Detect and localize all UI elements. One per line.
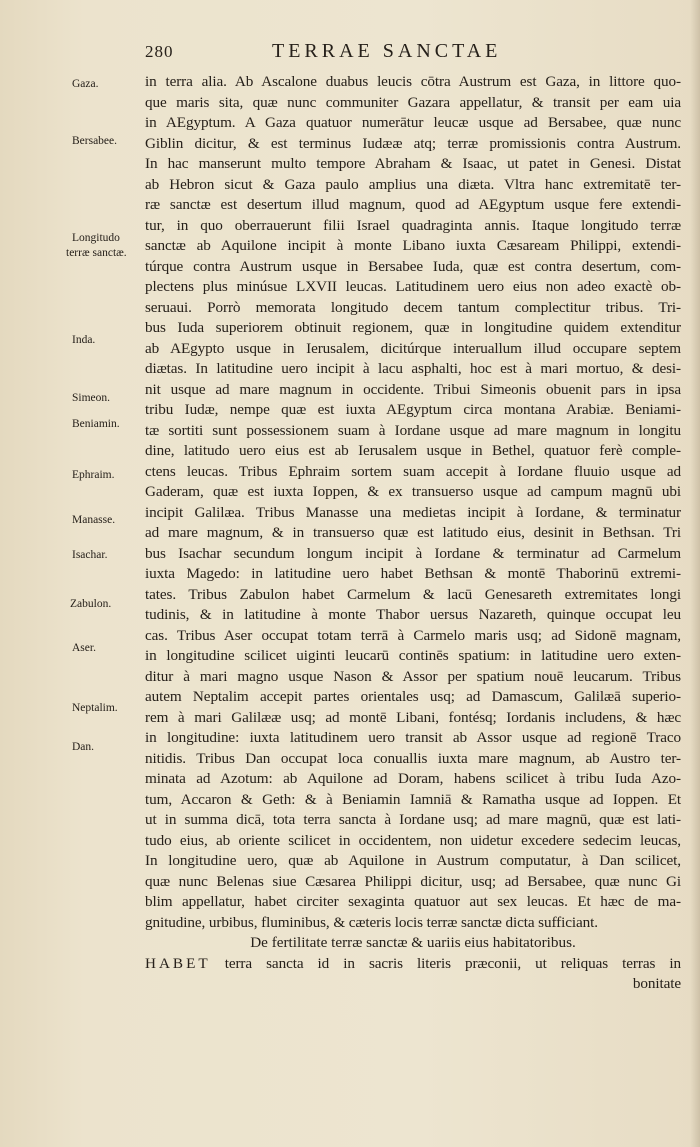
page-header bbox=[0, 40, 700, 66]
body-line: In hac manserunt multo tempore Abraham & Isaac, ut patet in Genesi. Distat bbox=[145, 155, 681, 172]
margin-note: Neptalim. bbox=[72, 702, 118, 714]
body-line: tæ sortiti sunt possessionem suam à Iordane usque ad mare magnum in longitu bbox=[145, 421, 681, 439]
margin-note: Manasse. bbox=[72, 514, 116, 526]
margin-note: Aser. bbox=[72, 642, 96, 654]
page-number: 280 bbox=[145, 42, 174, 61]
body-line: In longitudine uero, quæ ab Aquilone in Austrum computatur, à Dan scilicet, bbox=[145, 852, 681, 869]
body-line: plectens plus minúsue LXVII leucas. Latitudinem uero eius non adeo exactè ob- bbox=[145, 278, 681, 295]
body-line: nitidis. Tribus Dan occupat loca conuallis iuxta mare magnum, ab Austro ter- bbox=[145, 749, 681, 767]
margin-note: Beniamin. bbox=[72, 418, 120, 430]
running-title: TERRAE SANCTAE bbox=[272, 40, 502, 62]
body-line: diætas. In latitudine uero incipit à lacu asphalti, hoc est à mari mortuo, & desi- bbox=[145, 360, 681, 377]
body-line: ab AEgypto usque in Ierusalem, dicitúrque interuallum illud occupare septem bbox=[145, 339, 681, 357]
body-line: tudinis, & in latitudine à monte Thabor uersus Nazareth, quinque occupat leu bbox=[145, 606, 681, 623]
body-line: in AEgyptum. A Gaza quatuor numerātur leucæ usque ad Bersabee, quæ nunc bbox=[145, 114, 681, 131]
body-line: ab Hebron sicut & Gaza paulo amplius una diæta. Vltra hanc extremitatē ter- bbox=[145, 175, 681, 193]
body-line: ctens leucas. Tribus Ephraim sortem suam accepit à Iordane fluuio usque ad bbox=[145, 462, 681, 480]
body-line: cas. Tribus Aser occupat totam terrā à Carmelo maris usq; ad Sidonē magnam, bbox=[145, 626, 681, 644]
body-line: ræ sanctæ est desertum illud magnum, quod ad AEgyptum usque fere extendi- bbox=[145, 196, 681, 213]
body-line: tribu Iudæ, nempe quæ est iuxta AEgyptum circa montana Arabiæ. Beniami- bbox=[145, 401, 681, 418]
body-line: autem Neptalim accepit partes orientales usq; ad Damascum, Galilæā superio- bbox=[145, 688, 681, 705]
habet-line bbox=[145, 954, 681, 975]
body-line: ditur à mari magno usque Nason & Assor per spatium nouē leucarum. Tribus bbox=[145, 667, 681, 685]
body-line: minata ad Azotum: ab Aquilone ad Doram, habens scilicet à tribu Iuda Azo- bbox=[145, 770, 681, 787]
margin-note: Dan. bbox=[72, 741, 95, 753]
body-line: sanctæ ab Aquilone incipit à monte Libano iuxta Cæsaream Philippi, extendi- bbox=[145, 237, 681, 254]
margin-note: Longitudo bbox=[72, 232, 120, 244]
margin-note: Ephraim. bbox=[72, 469, 115, 481]
body-line: gnitudine, urbibus, fluminibus, & cæteris locis terræ sanctæ dicta sufficiant. bbox=[145, 913, 598, 931]
body-line: bus Isachar secundum longum incipit à Iordane & terminatur ad Carmelum bbox=[145, 544, 681, 562]
body-line: tates. Tribus Zabulon habet Carmelum & lacū Genesareth extremitates longi bbox=[145, 585, 681, 603]
margin-note: terræ sanctæ. bbox=[66, 247, 127, 259]
body-line: blim appellatur, habet circiter sexaginta quatuor aut sex leucas. Et hæc de ma- bbox=[145, 893, 681, 910]
section-heading: De fertilitate terræ sanctæ & uariis eius habitatoribus. bbox=[250, 934, 576, 951]
body-lines bbox=[145, 72, 681, 933]
body-line: ad mare magnum, & in transuerso quæ est latitudo eius, desinit in Bethsan. Tri bbox=[145, 524, 681, 541]
body-line: Gaderam, quæ est iuxta Ioppen, & ex transuerso usque ad campum magnū ubi bbox=[145, 483, 681, 500]
body-line: que maris sita, quæ nunc communiter Gazara appellatur, & transit per eam uia bbox=[145, 93, 681, 111]
final-line: bonitate bbox=[632, 975, 681, 992]
margin-note: Inda. bbox=[72, 334, 96, 346]
body-line: tudo eius, ab oriente scilicet in occidentem, non uidetur excedere sedecim leucas, bbox=[145, 831, 681, 849]
body-line: dine, latitudo uero eius est ab Ierusalem usque in Bethel, quatuor ferè comple- bbox=[145, 442, 681, 459]
body-line: in longitudine scilicet uiginti leucarū continēs spatium: in latitudine uero exten- bbox=[145, 647, 681, 664]
body-line: incipit Galilæa. Tribus Manasse una medietas incipit à Iordane, & terminatur bbox=[145, 503, 681, 521]
body-line: ut in summa dicā, tota terra sancta à Iordane usq; ad mare magnū, quæ est lati- bbox=[145, 811, 681, 828]
body-line: nit usque ad mare magnum in occidente. Tribui Simeonis obuenit pars in ipsa bbox=[145, 380, 681, 398]
body-line: túrque contra Austrum usque in Bersabee Iuda, quæ est contra desertum, com- bbox=[145, 257, 681, 275]
body-line: tum, Accaron & Geth: & à Beniamin Iamniā & Ramatha usque ad Ioppen. Et bbox=[145, 790, 681, 808]
habet-lead-word: HABET bbox=[145, 954, 211, 972]
body-line: quæ nunc Belenas siue Cæsarea Philippi dicitur, usq; ad Bersabee, quæ nunc Gi bbox=[145, 872, 681, 890]
body-line: bus Iuda superiorem obtinuit regionem, quæ in longitudine quidem extenditur bbox=[145, 319, 681, 336]
body-line: Giblin dicitur, & est terminus Iudææ atq; terræ promissionis contra Austrum. bbox=[145, 134, 681, 152]
margin-note: Zabulon. bbox=[70, 598, 112, 610]
body-line: in terra alia. Ab Ascalone duabus leucis cōtra Austrum est Gaza, in littore quo- bbox=[145, 73, 681, 90]
body-line: rem à mari Galilææ usq; ad montē Libani, fontésq; Iordanis includens, & hæc bbox=[145, 708, 681, 726]
margin-note: Bersabee. bbox=[72, 135, 118, 147]
margin-note: Isachar. bbox=[72, 549, 108, 561]
body-line: seruaui. Porrò memorata longitudo decem tantum complectitur tribus. Tri- bbox=[145, 298, 681, 316]
body-line: iuxta Magedo: in latitudine uero habet Bethsan & montē Thaborinū extremi- bbox=[145, 565, 681, 582]
margin-note: Simeon. bbox=[72, 392, 111, 404]
margin-note: Gaza. bbox=[72, 78, 99, 90]
body-line: in longitudine: iuxta latitudinem uero transit ab Assor usque ad regionē Traco bbox=[145, 729, 681, 746]
habet-line-rest: terra sancta id in sacris literis præconii, ut reliquas terras in bbox=[224, 954, 681, 972]
page-edge-shadow bbox=[690, 0, 700, 1147]
body-line: tur, in quo oberrauerunt filii Israel quadraginta annis. Itaque longitudo terræ bbox=[145, 216, 681, 234]
main-text bbox=[145, 72, 681, 995]
